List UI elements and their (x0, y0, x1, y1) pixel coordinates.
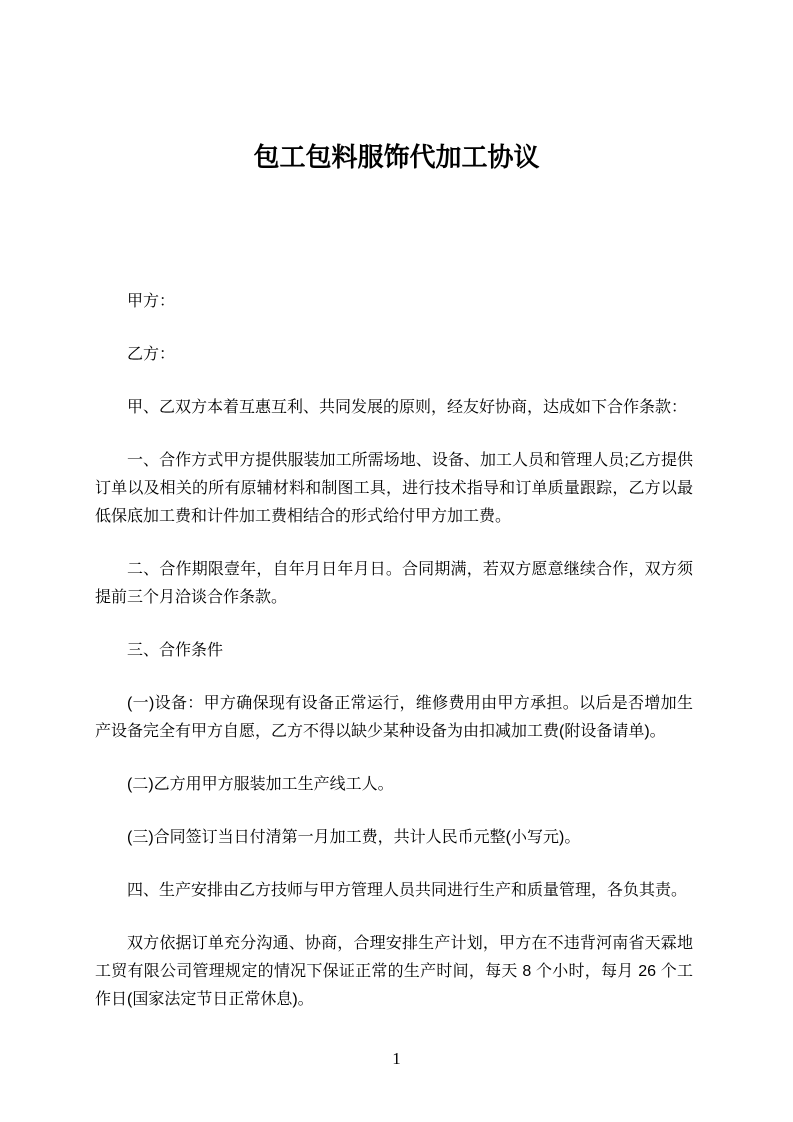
paragraph-clause-3-item-2: (二)乙方用甲方服装加工生产线工人。 (127, 776, 394, 793)
paragraph-party-b: 乙方： (127, 346, 176, 363)
paragraph-clause-4: 四、生产安排由乙方技师与甲方管理人员共同进行生产和质量管理，各负其责。 (127, 882, 688, 899)
document-body (95, 288, 693, 1014)
paragraph-party-a: 甲方： (127, 293, 176, 310)
document-title: 包工包料服饰代加工协议 (253, 142, 540, 172)
paragraph-clause-4-detail: 双方依据订单充分沟通、协商，合理安排生产计划，甲方在不违背河南省天霖地工贸有限公司管理规定的情况下保证正常的生产时间，每天 8 个小时，每月 26 个工作日(国家法定节日正常休息)。 (95, 935, 693, 1008)
paragraph-clause-3-item-1: (一)设备：甲方确保现有设备正常运行，维修费用由甲方承担。以后是否增加生产设备完全有甲方自愿，乙方不得以缺少某种设备为由扣减加工费(附设备请单)。 (95, 695, 693, 740)
paragraph-clause-2: 二、合作期限壹年，自年月日年月日。合同期满，若双方愿意继续合作，双方须提前三个月洽谈合作条款。 (95, 561, 693, 606)
paragraph-clause-1: 一、合作方式甲方提供服装加工所需场地、设备、加工人员和管理人员;乙方提供订单以及相关的所有原辅材料和制图工具，进行技术指导和订单质量跟踪，乙方以最低保底加工费和计件加工费相结合的形式给付甲方加工费。 (95, 452, 693, 525)
paragraph-clause-3-item-3: (三)合同签订当日付清第一月加工费，共计人民币元整(小写元)。 (127, 829, 581, 846)
paragraph-clause-3: 三、合作条件 (127, 642, 224, 659)
paragraph-preamble: 甲、乙双方本着互惠互利、共同发展的原则，经友好协商，达成如下合作条款： (127, 399, 688, 416)
page-number: 1 (392, 1049, 401, 1068)
